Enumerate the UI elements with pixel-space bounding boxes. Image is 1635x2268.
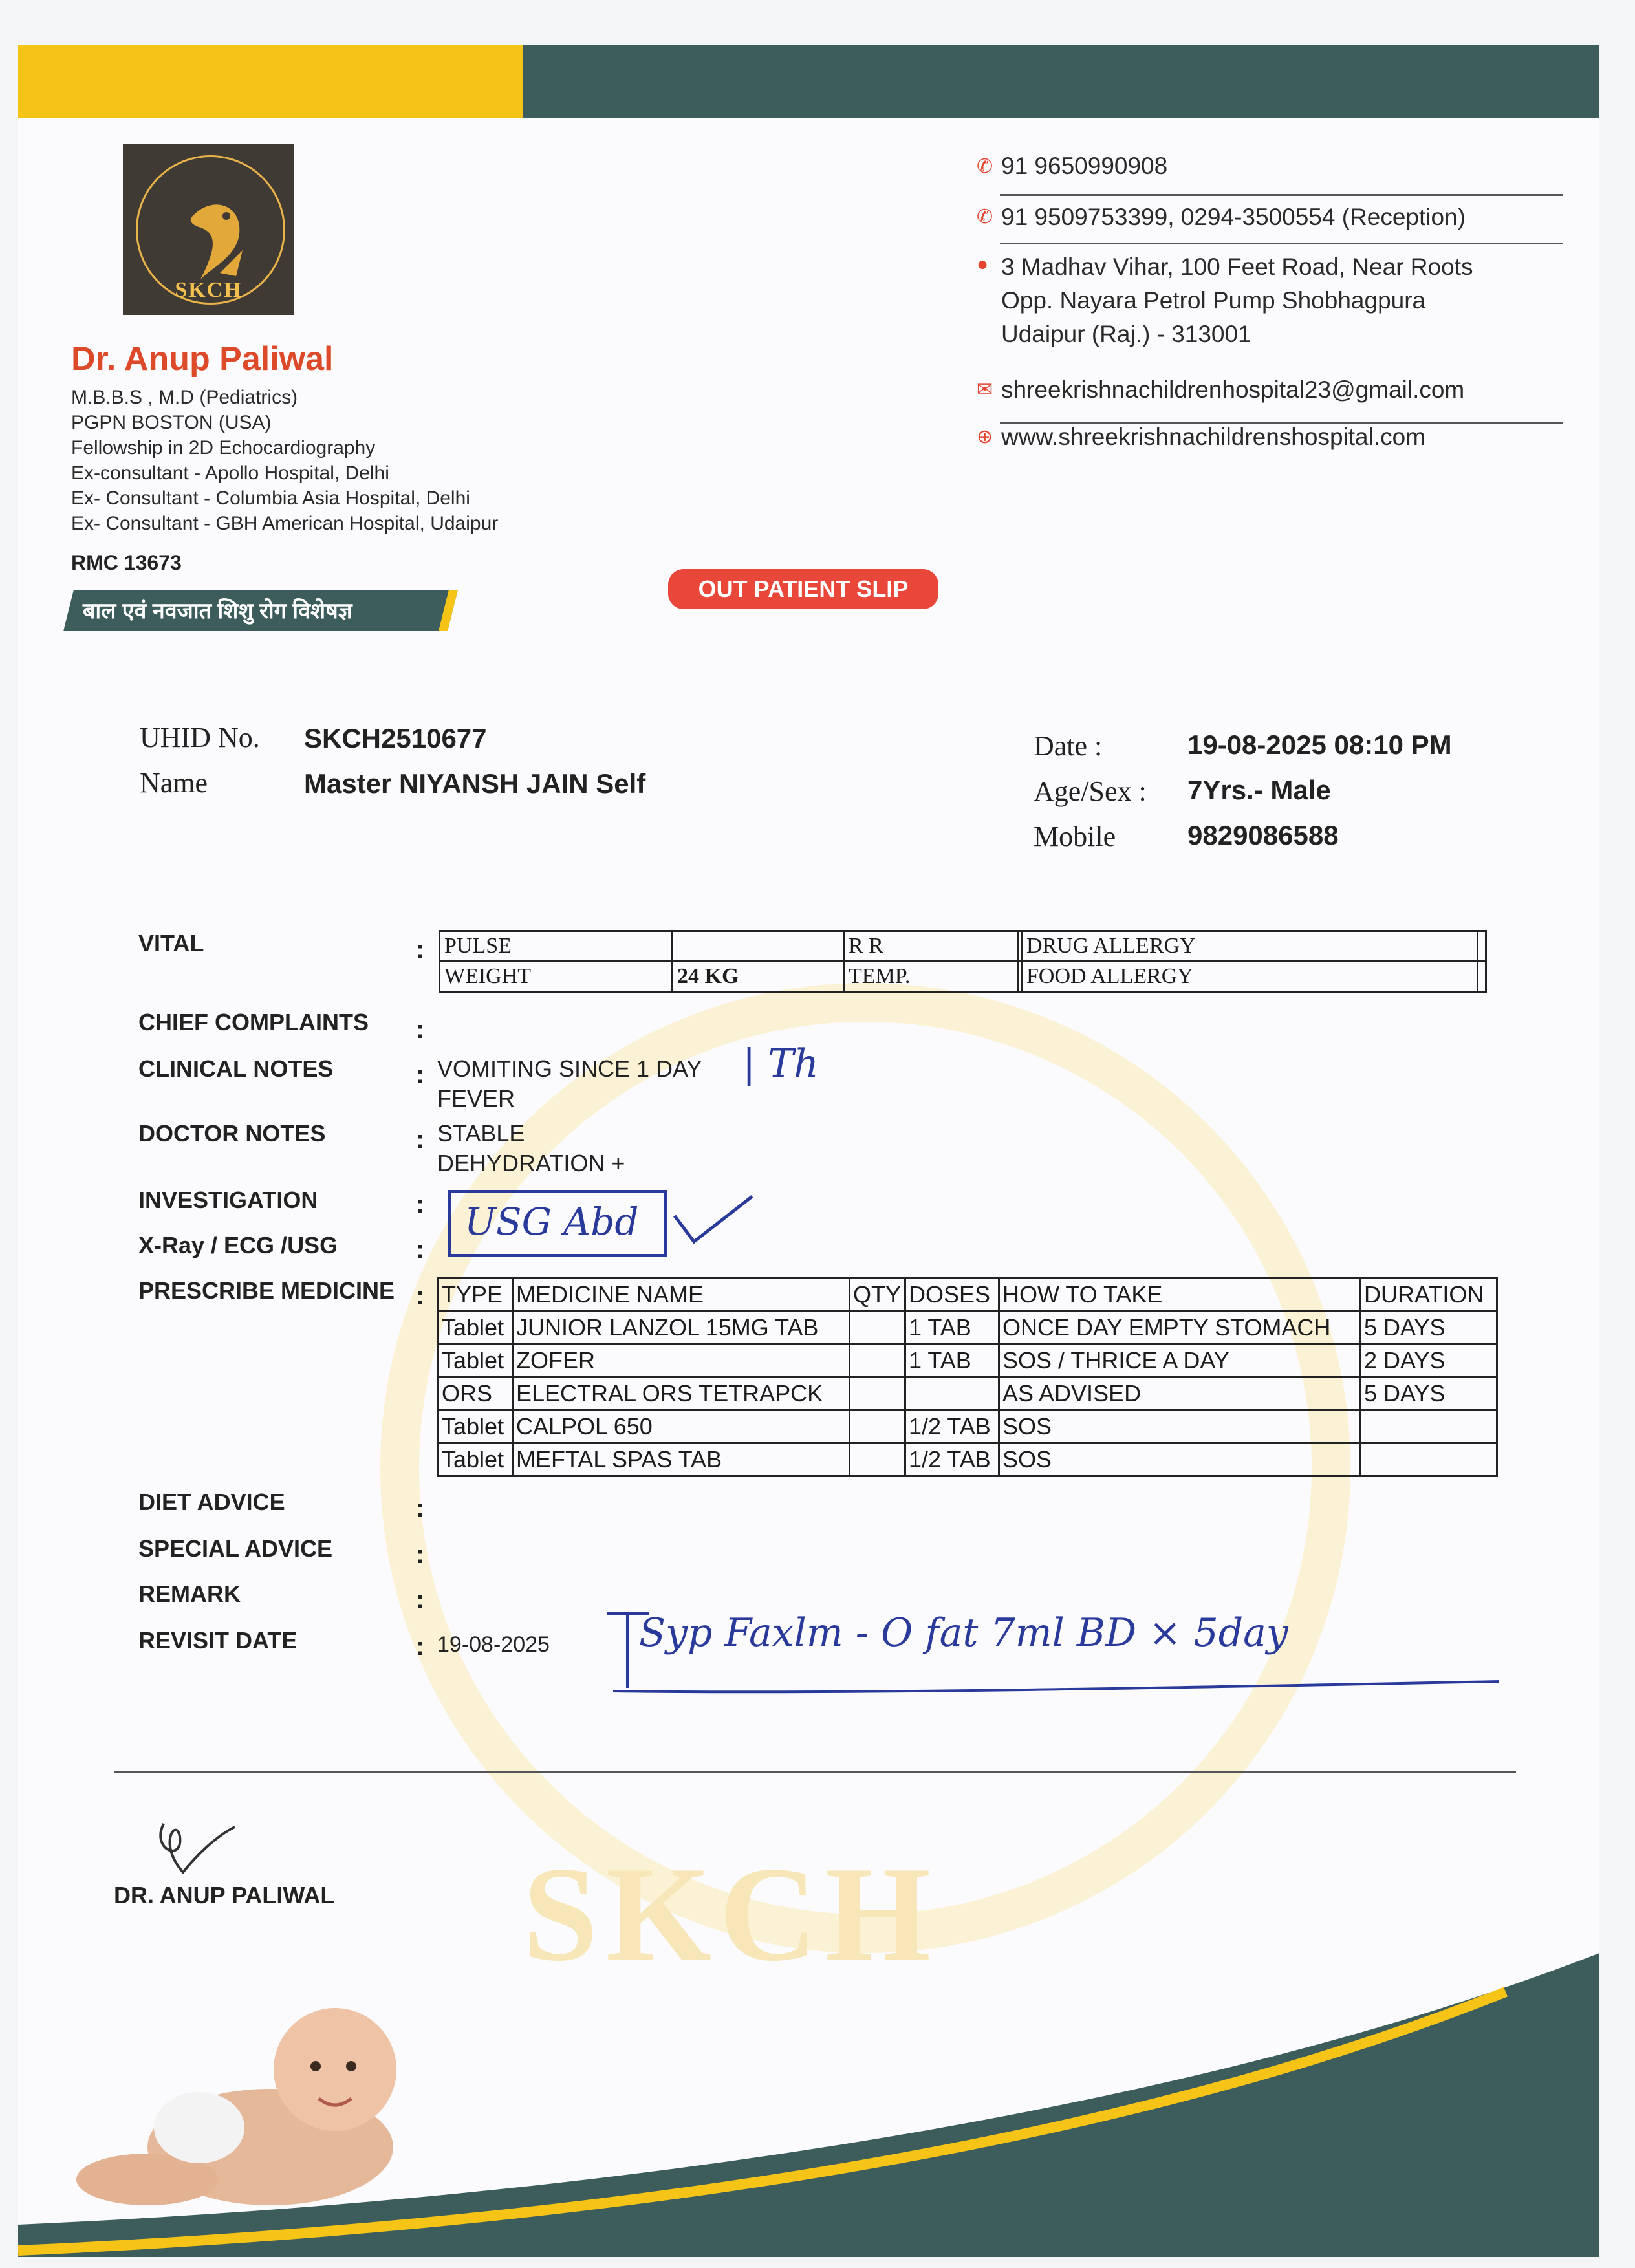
- revisit-label: REVISIT DATE: [138, 1627, 298, 1654]
- check-mark-icon: [668, 1190, 759, 1251]
- cell: [850, 1410, 905, 1443]
- globe-icon: ⊕: [977, 426, 993, 448]
- cell: 5 DAYS: [1361, 1312, 1497, 1345]
- temp-label: TEMP.: [844, 962, 1019, 992]
- out-patient-slip: [18, 45, 1599, 2257]
- drug-allergy-label: DRUG ALLERGY: [1022, 931, 1478, 962]
- baby-photo-illustration: [57, 1972, 419, 2231]
- colon: :: [416, 1190, 425, 1218]
- website: www.shreekrishnachildrenshospital.com: [1001, 424, 1426, 450]
- xray-label: X-Ray / ECG /USG: [138, 1232, 338, 1258]
- table-row: [439, 1410, 1497, 1443]
- rr-label: R R: [844, 931, 1019, 962]
- prescribe-label: PRESCRIBE MEDICINE: [138, 1277, 395, 1304]
- cell-edge: [1478, 962, 1486, 992]
- mobile-label: Mobile: [1034, 821, 1116, 852]
- header-teal-band: [523, 45, 1599, 118]
- slip-title-badge: OUT PATIENT SLIP: [668, 569, 938, 609]
- cell: Tablet: [439, 1410, 513, 1443]
- address-line: 3 Madhav Vihar, 100 Feet Road, Near Roots: [1001, 254, 1473, 280]
- revisit-date: 19-08-2025: [437, 1632, 550, 1657]
- cell: 5 DAYS: [1361, 1377, 1497, 1410]
- colon: :: [416, 1586, 425, 1614]
- table-row: [439, 1443, 1497, 1476]
- location-icon: ●: [977, 254, 989, 275]
- doctor-note: DEHYDRATION +: [437, 1150, 625, 1176]
- cell: 1 TAB: [905, 1345, 999, 1377]
- phone-icon: ✆: [977, 206, 993, 228]
- mobile-value: 9829086588: [1187, 820, 1339, 850]
- cell: SOS: [999, 1410, 1361, 1443]
- cell: [1361, 1443, 1497, 1476]
- agesex-value: 7Yrs.- Male: [1187, 775, 1331, 805]
- cell: JUNIOR LANZOL 15MG TAB: [513, 1312, 850, 1345]
- name-label: Name: [140, 767, 208, 799]
- cell: ORS: [439, 1377, 513, 1410]
- medicine-table: [437, 1277, 1498, 1477]
- table-row: [439, 1312, 1497, 1345]
- cell: 1/2 TAB: [905, 1443, 999, 1476]
- watermark-text: SKCH: [523, 1839, 939, 1989]
- agesex-label: Age/Sex :: [1034, 775, 1147, 807]
- colon: :: [416, 1494, 425, 1522]
- email: shreekrishnachildrenhospital23@gmail.com: [1001, 376, 1465, 403]
- investigation-label: INVESTIGATION: [138, 1187, 318, 1213]
- chief-complaints-label: CHIEF COMPLAINTS: [138, 1009, 369, 1035]
- cell: SOS / THRICE A DAY: [999, 1345, 1361, 1377]
- credential-line: Ex-consultant - Apollo Hospital, Delhi: [71, 462, 389, 484]
- address-line: Udaipur (Raj.) - 313001: [1001, 321, 1251, 347]
- colon: :: [416, 1540, 425, 1569]
- uhid-value: SKCH2510677: [304, 723, 487, 753]
- credential-line: M.B.B.S , M.D (Pediatrics): [71, 387, 298, 408]
- cell: [905, 1377, 999, 1410]
- cell: 1 TAB: [905, 1312, 999, 1345]
- name-value: Master NIYANSH JAIN Self: [304, 768, 646, 799]
- colon: :: [416, 1125, 425, 1154]
- handwritten-underline: [587, 1597, 1557, 1701]
- table-row: [439, 1377, 1497, 1410]
- credential-line: Ex- Consultant - Columbia Asia Hospital, Delhi: [71, 488, 470, 509]
- cell: MEFTAL SPAS TAB: [513, 1443, 850, 1476]
- pulse-label: PULSE: [440, 931, 673, 962]
- cell: ZOFER: [513, 1345, 850, 1377]
- table-header-row: [439, 1279, 1497, 1312]
- col-doses: DOSES: [905, 1279, 999, 1312]
- phone-icon: ✆: [977, 156, 993, 177]
- email-icon: ✉: [977, 379, 993, 400]
- clinical-note: VOMITING SINCE 1 DAY: [437, 1055, 702, 1082]
- divider: [1000, 243, 1563, 244]
- pulse-value: [673, 931, 844, 962]
- cell: Tablet: [439, 1345, 513, 1377]
- col-qty: QTY: [850, 1279, 905, 1312]
- handwritten-remark: Syp Faxlm - O fat 7ml BD × 5day: [639, 1610, 1288, 1656]
- cell: AS ADVISED: [999, 1377, 1361, 1410]
- credential-line: PGPN BOSTON (USA): [71, 412, 272, 433]
- clinical-notes-label: CLINICAL NOTES: [138, 1055, 334, 1082]
- colon: :: [416, 1235, 425, 1264]
- cell: [850, 1312, 905, 1345]
- cell: ELECTRAL ORS TETRAPCK: [513, 1377, 850, 1410]
- colon: :: [416, 1632, 425, 1661]
- doctor-name: Dr. Anup Paliwal: [71, 340, 334, 378]
- cell: 1/2 TAB: [905, 1410, 999, 1443]
- special-advice-label: SPECIAL ADVICE: [138, 1535, 333, 1562]
- cell: Tablet: [439, 1312, 513, 1345]
- cell: SOS: [999, 1443, 1361, 1476]
- table-row: [439, 1345, 1497, 1377]
- remark-label: REMARK: [138, 1581, 241, 1607]
- table-row: [440, 962, 1486, 992]
- weight-value: 24 KG: [673, 962, 844, 992]
- credential-line: Ex- Consultant - GBH American Hospital, Udaipur: [71, 513, 499, 534]
- doctor-note: STABLE: [437, 1120, 525, 1147]
- cell: CALPOL 650: [513, 1410, 850, 1443]
- phone-2: 91 9509753399, 0294-3500554 (Reception): [1001, 204, 1466, 230]
- colon: :: [416, 935, 425, 964]
- cell: [1361, 1410, 1497, 1443]
- signature-name: DR. ANUP PALIWAL: [114, 1882, 335, 1908]
- cell: 2 DAYS: [1361, 1345, 1497, 1377]
- vitals-table: [439, 930, 1487, 993]
- cell: [850, 1345, 905, 1377]
- col-duration: DURATION: [1361, 1279, 1497, 1312]
- address-line: Opp. Nayara Petrol Pump Shobhagpura: [1001, 287, 1426, 314]
- col-type: TYPE: [439, 1279, 513, 1312]
- diet-advice-label: DIET ADVICE: [138, 1489, 285, 1515]
- rmc-number: RMC 13673: [71, 551, 182, 574]
- table-row: [440, 931, 1486, 962]
- cell: [850, 1443, 905, 1476]
- doctor-signature: [144, 1811, 241, 1882]
- clinical-note: FEVER: [437, 1085, 515, 1112]
- divider: [114, 1771, 1516, 1773]
- weight-label: WEIGHT: [440, 962, 673, 992]
- cell: [850, 1377, 905, 1410]
- colon: :: [416, 1061, 425, 1089]
- phone-1: 91 9650990908: [1001, 153, 1168, 179]
- logo-text: SKCH: [175, 278, 243, 302]
- header-yellow-band: [18, 45, 523, 118]
- cell: Tablet: [439, 1443, 513, 1476]
- doctor-notes-label: DOCTOR NOTES: [138, 1120, 326, 1147]
- date-value: 19-08-2025 08:10 PM: [1187, 729, 1452, 760]
- handwritten-clinical: | Th: [742, 1041, 819, 1086]
- cell-edge: [1478, 931, 1486, 962]
- col-how-to-take: HOW TO TAKE: [999, 1279, 1361, 1312]
- cell: ONCE DAY EMPTY STOMACH: [999, 1312, 1361, 1345]
- hindi-tagline: बाल एवं नवजात शिशु रोग विशेषज्ञ: [83, 599, 352, 623]
- col-medicine-name: MEDICINE NAME: [513, 1279, 850, 1312]
- colon: :: [416, 1282, 425, 1310]
- date-label: Date :: [1034, 730, 1103, 762]
- divider: [1000, 194, 1563, 196]
- credential-line: Fellowship in 2D Echocardiography: [71, 437, 376, 459]
- colon: :: [416, 1015, 425, 1044]
- food-allergy-label: FOOD ALLERGY: [1022, 962, 1478, 992]
- vital-label: VITAL: [138, 930, 204, 956]
- handwritten-usg: USG Abd: [464, 1200, 639, 1244]
- uhid-label: UHID No.: [140, 722, 260, 753]
